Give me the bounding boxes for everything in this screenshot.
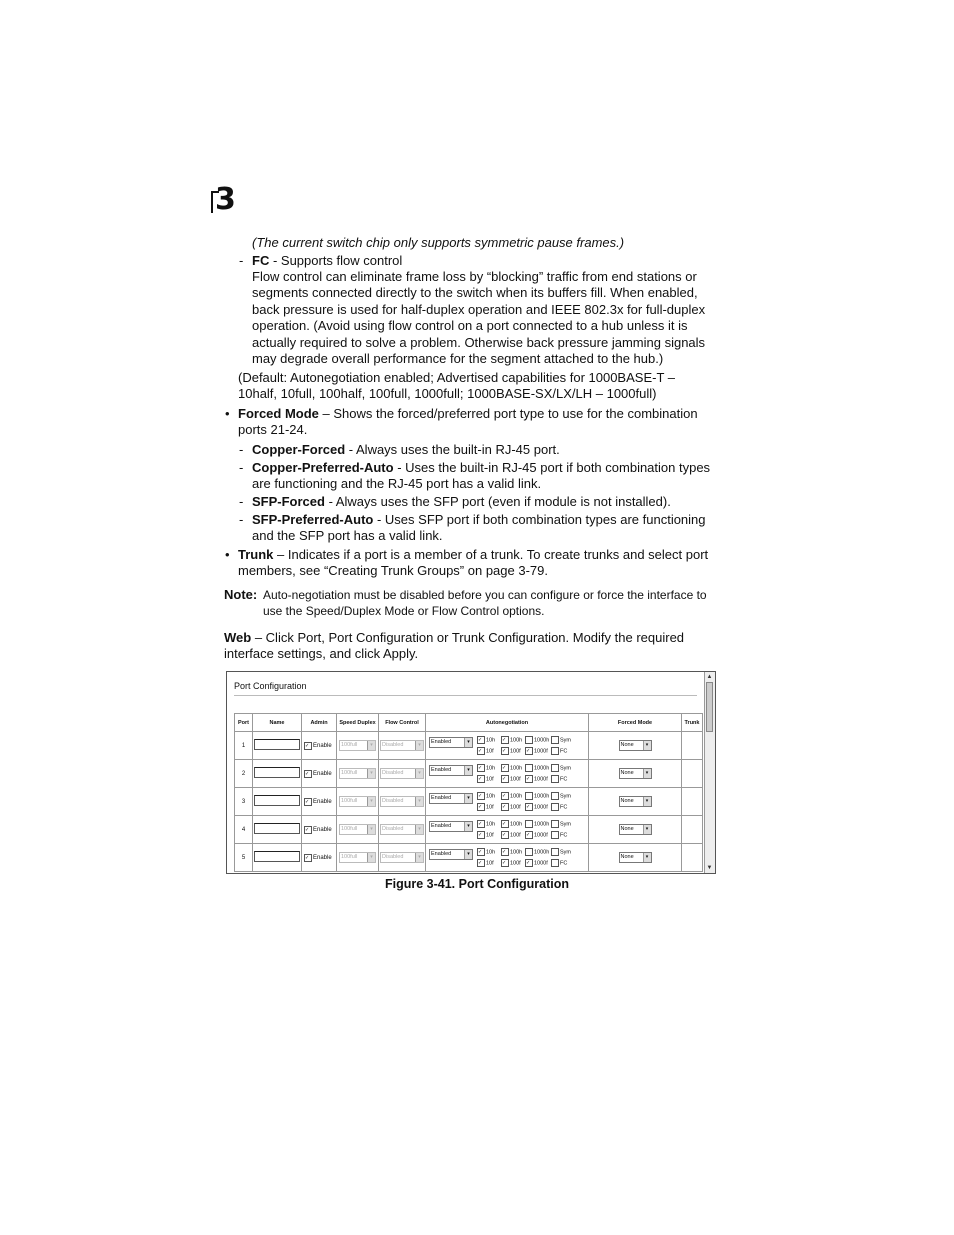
capability-checkbox[interactable]: Sym xyxy=(551,764,571,772)
checkbox-icon: ✓ xyxy=(304,742,312,750)
port-number: 3 xyxy=(235,788,253,816)
trunk-cell xyxy=(682,816,703,844)
figure-caption: Figure 3-41. Port Configuration xyxy=(384,877,570,891)
capability-checkbox[interactable]: Sym xyxy=(551,820,571,828)
capability-checkbox[interactable]: ✓ 10f xyxy=(478,804,494,811)
port-number: 1 xyxy=(235,732,253,760)
speed-duplex-select[interactable]: 100full ▾ xyxy=(339,852,376,863)
capability-checkbox[interactable]: ✓ 1000f xyxy=(526,860,548,867)
capability-checkbox[interactable]: 1000h xyxy=(525,848,551,856)
scroll-down-icon[interactable]: ▼ xyxy=(706,865,713,871)
checkbox-icon xyxy=(551,831,559,839)
capability-checkbox[interactable]: 1000h xyxy=(525,764,551,772)
port-number: 2 xyxy=(235,760,253,788)
capability-checkbox[interactable]: FC xyxy=(551,775,571,783)
trunk-cell xyxy=(682,788,703,816)
checkbox-icon: ✓ xyxy=(525,803,533,811)
checkbox-icon: ✓ xyxy=(477,792,485,800)
chapter-number: 3 xyxy=(215,182,236,217)
trunk-cell xyxy=(682,732,703,760)
default-paragraph: (Default: Autonegotiation enabled; Advertised capabilities for 1000BASE-T – 10half, 10full, 100half, 100full, 1000full; 1000BASE-SX/LX/LH – 1000full) xyxy=(238,370,675,402)
chevron-down-icon: ▾ xyxy=(643,769,651,778)
chevron-down-icon: ▾ xyxy=(464,766,472,775)
capability-checkbox[interactable]: ✓ 1000f xyxy=(526,832,548,839)
port-number: 5 xyxy=(235,844,253,872)
fc-item: FC - Supports flow control xyxy=(252,253,403,268)
checkbox-icon: ✓ xyxy=(477,747,485,755)
table-row xyxy=(235,816,703,844)
capability-checkbox[interactable]: ✓ 1000f xyxy=(526,776,548,783)
capability-checkbox[interactable]: FC xyxy=(551,831,571,839)
capability-checkbox[interactable]: 1000h xyxy=(525,736,551,744)
chevron-down-icon: ▾ xyxy=(367,741,375,750)
forced-mode-select[interactable]: None ▾ xyxy=(619,796,652,807)
checkbox-icon xyxy=(525,736,533,744)
fc-paragraph: Flow control can eliminate frame loss by “blocking” traffic from end stations or segments connected directly to the switch when its buffers fill. When enabled, back pressure is used for half-duplex operation and IEEE 802.3x for full-duplex operation. (Avoid using flow control on a port connected to a hub unless it is actually required to solve a problem. Otherwise back pressure jamming signals may degrade overall performance for the segment attached to the hub.) xyxy=(252,269,706,367)
trunk-cell xyxy=(682,760,703,788)
capability-checkbox[interactable]: ✓ 100h xyxy=(502,793,523,800)
chevron-down-icon: ▾ xyxy=(367,769,375,778)
speed-duplex-select[interactable]: 100full ▾ xyxy=(339,740,376,751)
checkbox-icon: ✓ xyxy=(477,764,485,772)
col-header: Flow Control xyxy=(379,714,426,732)
admin-enable-checkbox[interactable]: ✓ Enable xyxy=(305,798,332,806)
checkbox-icon: ✓ xyxy=(501,764,509,772)
checkbox-icon xyxy=(551,736,559,744)
admin-enable-checkbox[interactable]: ✓ Enable xyxy=(305,770,332,778)
capability-checkbox[interactable]: ✓ 100h xyxy=(502,765,523,772)
port-name-input[interactable] xyxy=(254,795,300,806)
checkbox-icon xyxy=(525,792,533,800)
checkbox-icon: ✓ xyxy=(477,775,485,783)
col-header: Port xyxy=(235,714,253,732)
chevron-down-icon: ▾ xyxy=(464,850,472,859)
panel-title: Port Configuration xyxy=(234,681,307,691)
forced-mode-item: Forced Mode – Shows the forced/preferred port type to use for the combination ports 21-24. xyxy=(238,406,698,438)
chevron-down-icon: ▾ xyxy=(464,738,472,747)
table-header-row xyxy=(235,714,703,732)
capability-checkbox[interactable]: ✓ 100f xyxy=(502,776,521,783)
flow-control-select[interactable]: Disabled ▾ xyxy=(380,796,424,807)
checkbox-icon: ✓ xyxy=(501,747,509,755)
forced-mode-select[interactable]: None ▾ xyxy=(619,740,652,751)
note-label: Note: xyxy=(224,587,258,602)
col-header: Admin xyxy=(302,714,337,732)
capability-checkbox[interactable]: 1000h xyxy=(525,792,551,800)
capability-checkbox[interactable]: 1000h xyxy=(525,820,551,828)
pause-note: (The current switch chip only supports symmetric pause frames.) xyxy=(252,235,625,250)
trunk-item: Trunk – Indicates if a port is a member of a trunk. To create trunks and select port members, see “Creating Trunk Groups” on page 3-79. xyxy=(238,547,709,579)
checkbox-icon xyxy=(551,747,559,755)
capability-checkbox[interactable]: ✓ 100f xyxy=(502,860,521,867)
checkbox-icon xyxy=(551,859,559,867)
admin-enable-checkbox[interactable]: ✓ Enable xyxy=(305,826,332,834)
chevron-down-icon: ▾ xyxy=(415,853,423,862)
trunk-cell xyxy=(682,844,703,872)
chevron-down-icon: ▾ xyxy=(367,853,375,862)
capability-checkbox[interactable]: ✓ 100h xyxy=(502,821,523,828)
port-number: 4 xyxy=(235,816,253,844)
capability-checkbox[interactable]: ✓ 10h xyxy=(478,849,496,856)
chapter-marker xyxy=(211,182,241,217)
capability-checkbox[interactable]: ✓ 10h xyxy=(478,737,496,744)
table-row xyxy=(235,788,703,816)
capability-checkbox[interactable]: ✓ 10f xyxy=(478,832,494,839)
flow-control-select[interactable]: Disabled ▾ xyxy=(380,768,424,779)
autonegotiation-select[interactable]: Enabled ▾ xyxy=(429,849,473,860)
col-header: Name xyxy=(253,714,302,732)
checkbox-icon: ✓ xyxy=(501,859,509,867)
sfp-preferred-auto-item: SFP-Preferred-Auto - Uses SFP port if both combination types are functioning and the SFP port has a valid link. xyxy=(252,512,706,544)
scroll-up-icon[interactable]: ▲ xyxy=(706,674,713,680)
checkbox-icon: ✓ xyxy=(525,747,533,755)
admin-enable-checkbox[interactable]: ✓ Enable xyxy=(305,742,332,750)
speed-duplex-select[interactable]: 100full ▾ xyxy=(339,796,376,807)
checkbox-icon xyxy=(551,848,559,856)
capability-checkbox[interactable]: ✓ 10h xyxy=(478,793,496,800)
scroll-thumb[interactable] xyxy=(706,682,713,732)
checkbox-icon xyxy=(551,792,559,800)
autonegotiation-select[interactable]: Enabled ▾ xyxy=(429,765,473,776)
autonegotiation-select[interactable]: Enabled ▾ xyxy=(429,793,473,804)
copper-forced-item: Copper-Forced - Always uses the built-in RJ-45 port. xyxy=(252,442,560,457)
port-name-input[interactable] xyxy=(254,823,300,834)
chevron-down-icon: ▾ xyxy=(643,741,651,750)
speed-duplex-select[interactable]: 100full ▾ xyxy=(339,824,376,835)
checkbox-icon: ✓ xyxy=(477,848,485,856)
port-config-table xyxy=(234,713,703,872)
capability-checkbox[interactable]: Sym xyxy=(551,736,571,744)
checkbox-icon: ✓ xyxy=(501,775,509,783)
checkbox-icon: ✓ xyxy=(304,798,312,806)
port-configuration-screenshot xyxy=(226,671,716,874)
checkbox-icon: ✓ xyxy=(501,736,509,744)
col-header: Forced Mode xyxy=(589,714,682,732)
checkbox-icon: ✓ xyxy=(304,770,312,778)
checkbox-icon xyxy=(551,820,559,828)
checkbox-icon: ✓ xyxy=(477,736,485,744)
chevron-down-icon: ▾ xyxy=(367,825,375,834)
title-rule xyxy=(234,695,697,696)
col-header: Trunk xyxy=(682,714,703,732)
chevron-down-icon: ▾ xyxy=(415,741,423,750)
capability-checkbox[interactable]: ✓ 10f xyxy=(478,776,494,783)
capability-checkbox[interactable]: Sym xyxy=(551,792,571,800)
checkbox-icon: ✓ xyxy=(304,854,312,862)
table-row xyxy=(235,760,703,788)
checkbox-icon: ✓ xyxy=(477,831,485,839)
checkbox-icon: ✓ xyxy=(525,775,533,783)
chevron-down-icon: ▾ xyxy=(643,797,651,806)
capability-checkbox[interactable]: ✓ 100f xyxy=(502,832,521,839)
note-text: Auto-negotiation must be disabled before you can configure or force the interface to use the Speed/Duplex Mode or Flow Control options. xyxy=(263,588,707,618)
admin-enable-checkbox[interactable]: ✓ Enable xyxy=(305,854,332,862)
autonegotiation-select[interactable]: Enabled ▾ xyxy=(429,737,473,748)
checkbox-icon xyxy=(551,775,559,783)
capability-checkbox[interactable]: ✓ 100f xyxy=(502,748,521,755)
capability-checkbox[interactable]: FC xyxy=(551,803,571,811)
capability-checkbox[interactable]: ✓ 10f xyxy=(478,860,494,867)
checkbox-icon: ✓ xyxy=(501,820,509,828)
port-name-input[interactable] xyxy=(254,767,300,778)
speed-duplex-select[interactable]: 100full ▾ xyxy=(339,768,376,779)
capability-checkbox[interactable]: FC xyxy=(551,747,571,755)
checkbox-icon: ✓ xyxy=(477,803,485,811)
capability-checkbox[interactable]: ✓ 1000f xyxy=(526,804,548,811)
checkbox-icon xyxy=(551,764,559,772)
flow-control-select[interactable]: Disabled ▾ xyxy=(380,824,424,835)
forced-mode-select[interactable]: None ▾ xyxy=(619,824,652,835)
checkbox-icon xyxy=(525,848,533,856)
chevron-down-icon: ▾ xyxy=(415,825,423,834)
capability-checkbox[interactable]: ✓ 10h xyxy=(478,821,496,828)
vertical-scrollbar[interactable] xyxy=(704,672,715,873)
chevron-down-icon: ▾ xyxy=(367,797,375,806)
chevron-down-icon: ▾ xyxy=(643,853,651,862)
capability-checkbox[interactable]: ✓ 100h xyxy=(502,737,523,744)
checkbox-icon: ✓ xyxy=(501,792,509,800)
capability-checkbox[interactable]: ✓ 10f xyxy=(478,748,494,755)
capability-checkbox[interactable]: Sym xyxy=(551,848,571,856)
sfp-forced-item: SFP-Forced - Always uses the SFP port (even if module is not installed). xyxy=(252,494,671,509)
chevron-down-icon: ▾ xyxy=(415,797,423,806)
checkbox-icon xyxy=(525,764,533,772)
checkbox-icon: ✓ xyxy=(525,859,533,867)
checkbox-icon xyxy=(525,820,533,828)
checkbox-icon xyxy=(551,803,559,811)
checkbox-icon: ✓ xyxy=(501,848,509,856)
capability-checkbox[interactable]: ✓ 100f xyxy=(502,804,521,811)
checkbox-icon: ✓ xyxy=(304,826,312,834)
forced-mode-select[interactable]: None ▾ xyxy=(619,852,652,863)
chevron-down-icon: ▾ xyxy=(464,822,472,831)
autonegotiation-select[interactable]: Enabled ▾ xyxy=(429,821,473,832)
port-name-input[interactable] xyxy=(254,851,300,862)
capability-checkbox[interactable]: ✓ 100h xyxy=(502,849,523,856)
port-name-input[interactable] xyxy=(254,739,300,750)
col-header: Speed Duplex xyxy=(337,714,379,732)
forced-mode-select[interactable]: None ▾ xyxy=(619,768,652,779)
table-row xyxy=(235,844,703,872)
web-paragraph: Web – Click Port, Port Configuration or Trunk Configuration. Modify the required interface settings, and click Apply. xyxy=(224,630,685,662)
chevron-down-icon: ▾ xyxy=(643,825,651,834)
checkbox-icon: ✓ xyxy=(501,803,509,811)
flow-control-select[interactable]: Disabled ▾ xyxy=(380,740,424,751)
checkbox-icon: ✓ xyxy=(525,831,533,839)
table-row xyxy=(235,732,703,760)
chevron-down-icon: ▾ xyxy=(464,794,472,803)
capability-checkbox[interactable]: FC xyxy=(551,859,571,867)
col-header: Autonegotiation xyxy=(426,714,589,732)
checkbox-icon: ✓ xyxy=(501,831,509,839)
flow-control-select[interactable]: Disabled ▾ xyxy=(380,852,424,863)
chevron-down-icon: ▾ xyxy=(415,769,423,778)
copper-preferred-auto-item: Copper-Preferred-Auto - Uses the built-in RJ-45 port if both combination types are functioning and the RJ-45 port has a valid link. xyxy=(252,460,711,492)
checkbox-icon: ✓ xyxy=(477,859,485,867)
checkbox-icon: ✓ xyxy=(477,820,485,828)
capability-checkbox[interactable]: ✓ 10h xyxy=(478,765,496,772)
capability-checkbox[interactable]: ✓ 1000f xyxy=(526,748,548,755)
